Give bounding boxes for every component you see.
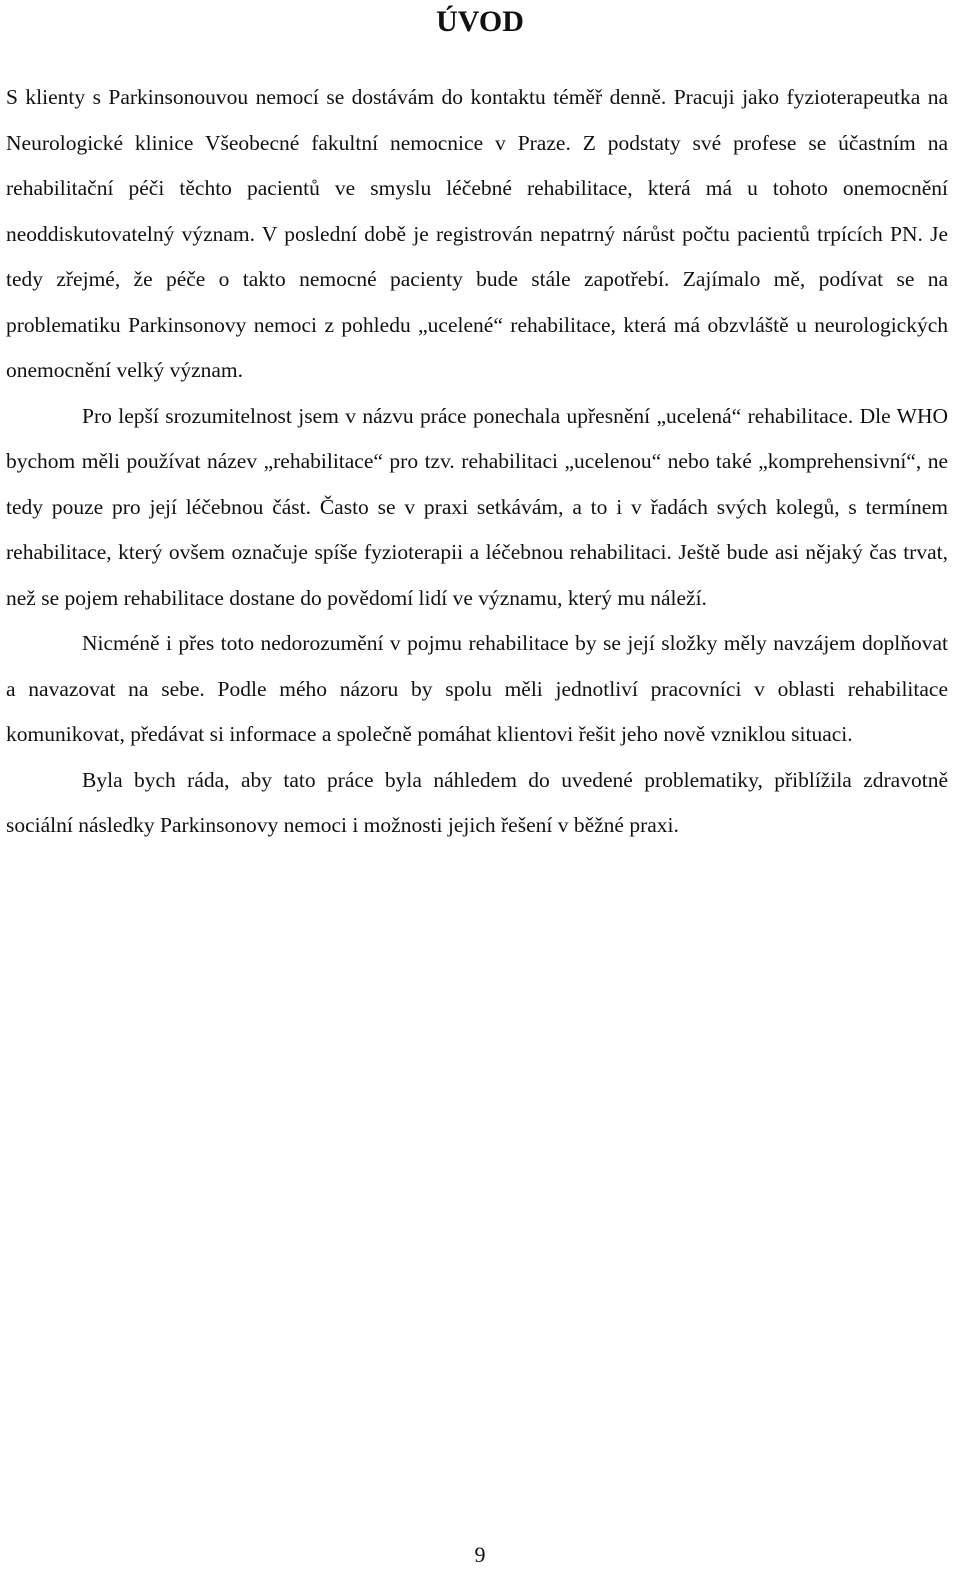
- paragraph-3: Nicméně i přes toto nedorozumění v pojmu rehabilitace by se její složky měly navzájem doplňovat a navazovat na sebe. Podle mého názoru by spolu měli jednotliví pracovníci v oblasti rehabilitace komunikovat, předávat si informace a společně pomáhat klientovi řešit jeho nově vzniklou situaci.: [6, 631, 948, 746]
- paragraph-4: Byla bych ráda, aby tato práce byla náhledem do uvedené problematiky, přiblížila zdravotně sociální následky Parkinsonovy nemoci i možnosti jejich řešení v běžné praxi.: [6, 767, 948, 837]
- body-text: [6, 75, 948, 849]
- page-number: 9: [474, 1542, 486, 1567]
- paragraph-1: S klienty s Parkinsonouvou nemocí se dostávám do kontaktu téměř denně. Pracuji jako fyzioterapeutka na Neurologické klinice Všeobecné fakultní nemocnice v Praze. Z podstaty své profese se účastním na rehabilitační péči těchto pacientů ve smyslu léčebné rehabilitace, která má u tohoto onemocnění neoddiskutovatelný význam. V poslední době je registrován nepatrný nárůst počtu pacientů trpících PN. Je tedy zřejmé, že péče o takto nemocné pacienty bude stále zapotřebí. Zajímalo mě, podívat se na problematiku Parkinsonovy nemoci z pohledu „ucelené“ rehabilitace, která má obzvláště u neurologických onemocnění velký význam.: [6, 85, 948, 382]
- paragraph-2: Pro lepší srozumitelnost jsem v názvu práce ponechala upřesnění „ucelená“ rehabilitace. Dle WHO bychom měli používat název „rehabilitace“ pro tzv. rehabilitaci „ucelenou“ nebo také „komprehensivní“, ne tedy pouze pro její léčebnou část. Často se v praxi setkávám, a to i v řadách svých kolegů, s termínem rehabilitace, který ovšem označuje spíše fyzioterapii a léčebnou rehabilitaci. Ještě bude asi nějaký čas trvat, než se pojem rehabilitace dostane do povědomí lidí ve významu, který mu náleží.: [6, 403, 948, 610]
- page-title: ÚVOD: [436, 5, 524, 38]
